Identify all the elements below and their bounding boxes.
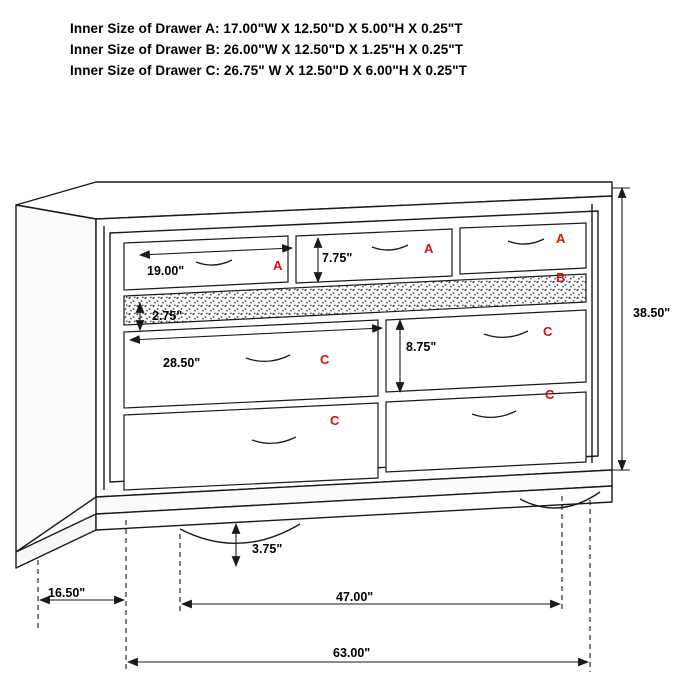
tag-c-lower-right: C bbox=[545, 387, 555, 402]
dim-depth: 16.50" bbox=[48, 586, 86, 600]
tag-c-lower-left: C bbox=[330, 413, 340, 428]
tag-a-mid: A bbox=[424, 241, 434, 256]
dim-drawer-a-height: 7.75" bbox=[322, 251, 353, 265]
spec-line-drawer-a: Inner Size of Drawer A: 17.00"W X 12.50"D X 5.00"H X 0.25"T bbox=[70, 21, 463, 36]
spec-line-drawer-c: Inner Size of Drawer C: 26.75" W X 12.50"D X 6.00"H X 0.25"T bbox=[70, 63, 468, 78]
dim-drawer-b-height: 2.75" bbox=[152, 309, 183, 323]
tag-a-left: A bbox=[273, 258, 283, 273]
tag-a-right: A bbox=[556, 231, 566, 246]
dim-base-height: 3.75" bbox=[252, 542, 283, 556]
dim-total-height: 38.50" bbox=[633, 306, 671, 320]
tag-c-upper-right: C bbox=[543, 324, 553, 339]
dim-base-width: 47.00" bbox=[336, 590, 374, 604]
dim-drawer-c-width: 28.50" bbox=[163, 356, 201, 370]
spec-line-drawer-b: Inner Size of Drawer B: 26.00"W X 12.50"D X 1.25"H X 0.25"T bbox=[70, 42, 464, 57]
tag-c-upper-left: C bbox=[320, 352, 330, 367]
dim-drawer-c-height: 8.75" bbox=[406, 340, 437, 354]
dim-drawer-a-width: 19.00" bbox=[147, 264, 185, 278]
dim-total-width: 63.00" bbox=[333, 646, 371, 660]
tag-b-right: B bbox=[556, 270, 566, 285]
